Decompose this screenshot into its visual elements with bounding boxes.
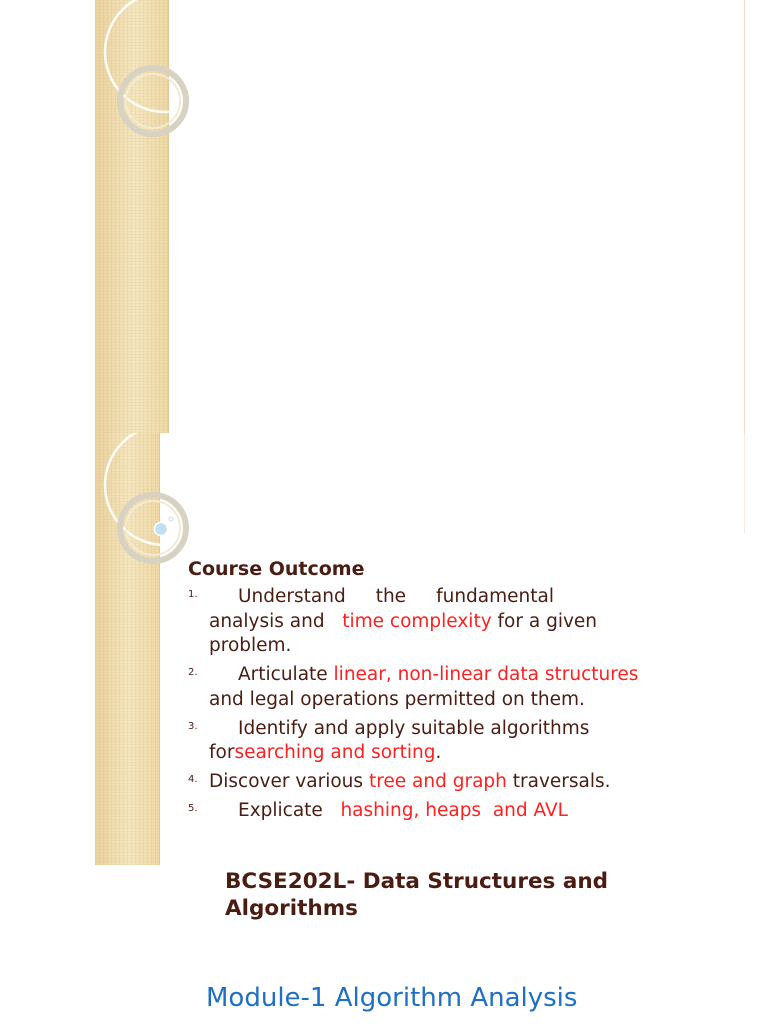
course-title: BCSE202L- Data Structures and Algorithms: [225, 869, 609, 921]
slide-edge: [744, 0, 745, 433]
outcome-text: traversals.: [506, 771, 611, 792]
outcome-text: analysis and: [209, 610, 343, 632]
decorative-rings-graphic: [95, 433, 195, 593]
outcome-number: 5.: [188, 803, 198, 814]
decorative-rings-graphic: [95, 0, 195, 160]
slide-edge: [744, 433, 745, 533]
outcome-highlight: linear, non-linear data structures: [333, 664, 639, 685]
outcome-number: 2.: [188, 667, 198, 678]
outcome-text: for a given problem.: [209, 610, 598, 656]
outcome-highlight: tree and graph: [368, 771, 507, 792]
outcome-line: [209, 585, 554, 610]
outcome-text: .: [435, 742, 442, 763]
outcome-item: [188, 799, 648, 824]
outcome-word: fundamental: [436, 586, 554, 607]
outcome-text: Identify and apply suitable algorithms for: [209, 717, 590, 763]
outcome-item: [188, 663, 648, 712]
outcome-number: 1.: [188, 589, 198, 600]
course-outcome-heading: Course Outcome: [188, 558, 365, 580]
bubble-icon: [155, 523, 168, 536]
outcome-item: [188, 585, 648, 659]
outcome-highlight: time complexity: [342, 610, 492, 632]
course-outcome-list: [188, 585, 648, 824]
outcome-highlight: searching and sorting: [234, 742, 436, 763]
module-heading: Module-1 Algorithm Analysis: [206, 983, 578, 1013]
course-outcome-section: [188, 558, 648, 828]
outcome-text: Explicate: [238, 800, 341, 821]
outcome-text: and legal operations permitted on them.: [209, 688, 585, 710]
outcome-text: Discover various: [209, 771, 369, 792]
slide-1: [95, 0, 745, 433]
outcome-item: [188, 770, 648, 795]
outcome-text: Articulate: [238, 664, 334, 685]
outcome-item: [188, 717, 648, 766]
outcome-number: 4.: [188, 774, 198, 785]
outcome-word: the: [375, 586, 407, 607]
outcome-highlight: hashing, heaps and AVL: [340, 800, 568, 821]
slide-2: [95, 433, 745, 865]
outcome-word: Understand: [238, 586, 346, 607]
outcome-number: 3.: [188, 720, 198, 732]
